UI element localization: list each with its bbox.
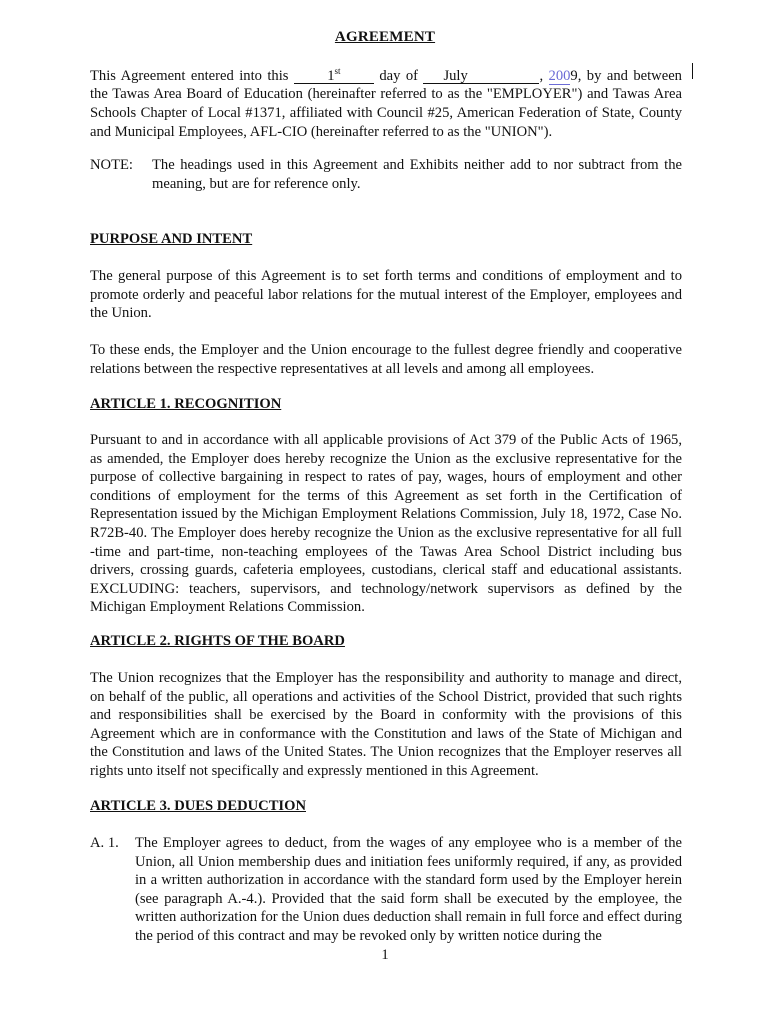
article-1-text: Pursuant to and in accordance with all applicable provisions of Act 379 of the Public Acts of 1965, as amended, the Employer does hereby recognize the Union as the exclusive representative for the purpose of collective bargaining in respect to rates of pay, wages, hours of employment and other conditions of employment for the terms of this Agreement as set forth in the Certification of Representation issued by the Michigan Employment Relations Commission, July 18, 1972, Case No. R72B-40. The Employer does hereby recognize the Union as the exclusive representative for all full -time and part-time, non-teaching employees of the Tawas Area School District including bus drivers, crossing guards, cafeteria employees, custodians, clerical staff and educational assistants. EXCLUDING: teachers, supervisors, and technology/network supervisors as defined by the Michigan Employment Relations Commission. <box>90 432 682 616</box>
article-2-text: The Union recognizes that the Employer has the responsibility and authority to manage and direct, on behalf of the public, all operations and activities of the School District, provided that such rights and responsibilities shall be exercised by the Board in conformity with the provisions of this Agreement which are in conformance with the Constitution and laws of the State of Michigan and the Constitution and laws of the United States. The Union recognizes that the Employer reserves all rights unto itself not specifically and expressly mentioned in this Agreement. <box>90 670 682 779</box>
article-3-heading: ARTICLE 3. DUES DEDUCTION <box>90 798 306 814</box>
page-number: 1 <box>381 947 389 963</box>
purpose-paragraph-1: The general purpose of this Agreement is to set forth terms and conditions of employment and to promote orderly and peaceful labor relations for the mutual interest of the Employer, employees and the Union. <box>90 268 682 322</box>
purpose-heading: PURPOSE AND INTENT <box>90 231 253 247</box>
year-suffix: 9, by and between <box>570 67 682 84</box>
day-suffix: st <box>334 66 341 76</box>
month-value: July <box>443 67 468 84</box>
day-blank <box>294 64 374 84</box>
year-prefix: 200 <box>548 67 571 84</box>
intro-prefix: This Agreement entered into this <box>90 67 289 84</box>
revision-change-bar <box>692 63 693 79</box>
intro-rest: the Tawas Area Board of Education (hereinafter referred to as the "EMPLOYER") and Tawas Area Schools Chapter of Local #1371, affiliated with Council #25, American Federation of State, County and Municipal Employees, AFL-CIO (hereinafter referred to as the "UNION"). <box>90 86 682 140</box>
day-value: 1 <box>327 67 335 84</box>
intro-paragraph: This Agreement entered into this 1st day of July , 2009, by and between the Tawas Area Board of Education (hereinafter referred to as the "EMPLOYER") and Tawas Area Schools Chapter of Local #1371, affiliated with Council #25, American Federation of State, County and Municipal Employees, AFL-CIO (hereinafter referred to as the "UNION"). <box>90 66 682 140</box>
note-label: NOTE: <box>90 157 133 173</box>
item-label: A. 1. <box>90 835 119 851</box>
month-blank <box>423 69 539 84</box>
note-text: The headings used in this Agreement and Exhibits neither add to nor subtract from the meaning, but are for reference only. <box>152 157 682 192</box>
day-of-label: day of <box>379 67 418 84</box>
article-1-heading: ARTICLE 1. RECOGNITION <box>90 396 282 412</box>
document-title: AGREEMENT <box>334 29 436 45</box>
item-text: The Employer agrees to deduct, from the wages of any employee who is a member of the Union, all Union membership dues and initiation fees uniformly required, if any, as provided in a written authorization in accordance with the standard form used by the Employer herein (see paragraph A.-4.). Provided that the said form shall be executed by the employee, the written authorization for the Union dues deduction shall remain in full force and effect during the period of this contract and may be revoked only by written notice during the <box>135 835 682 944</box>
article-2-heading: ARTICLE 2. RIGHTS OF THE BOARD <box>90 633 345 649</box>
purpose-paragraph-2: To these ends, the Employer and the Union encourage to the fullest degree friendly and cooperative relations between the respective representatives at all levels and among all employees. <box>90 342 682 377</box>
